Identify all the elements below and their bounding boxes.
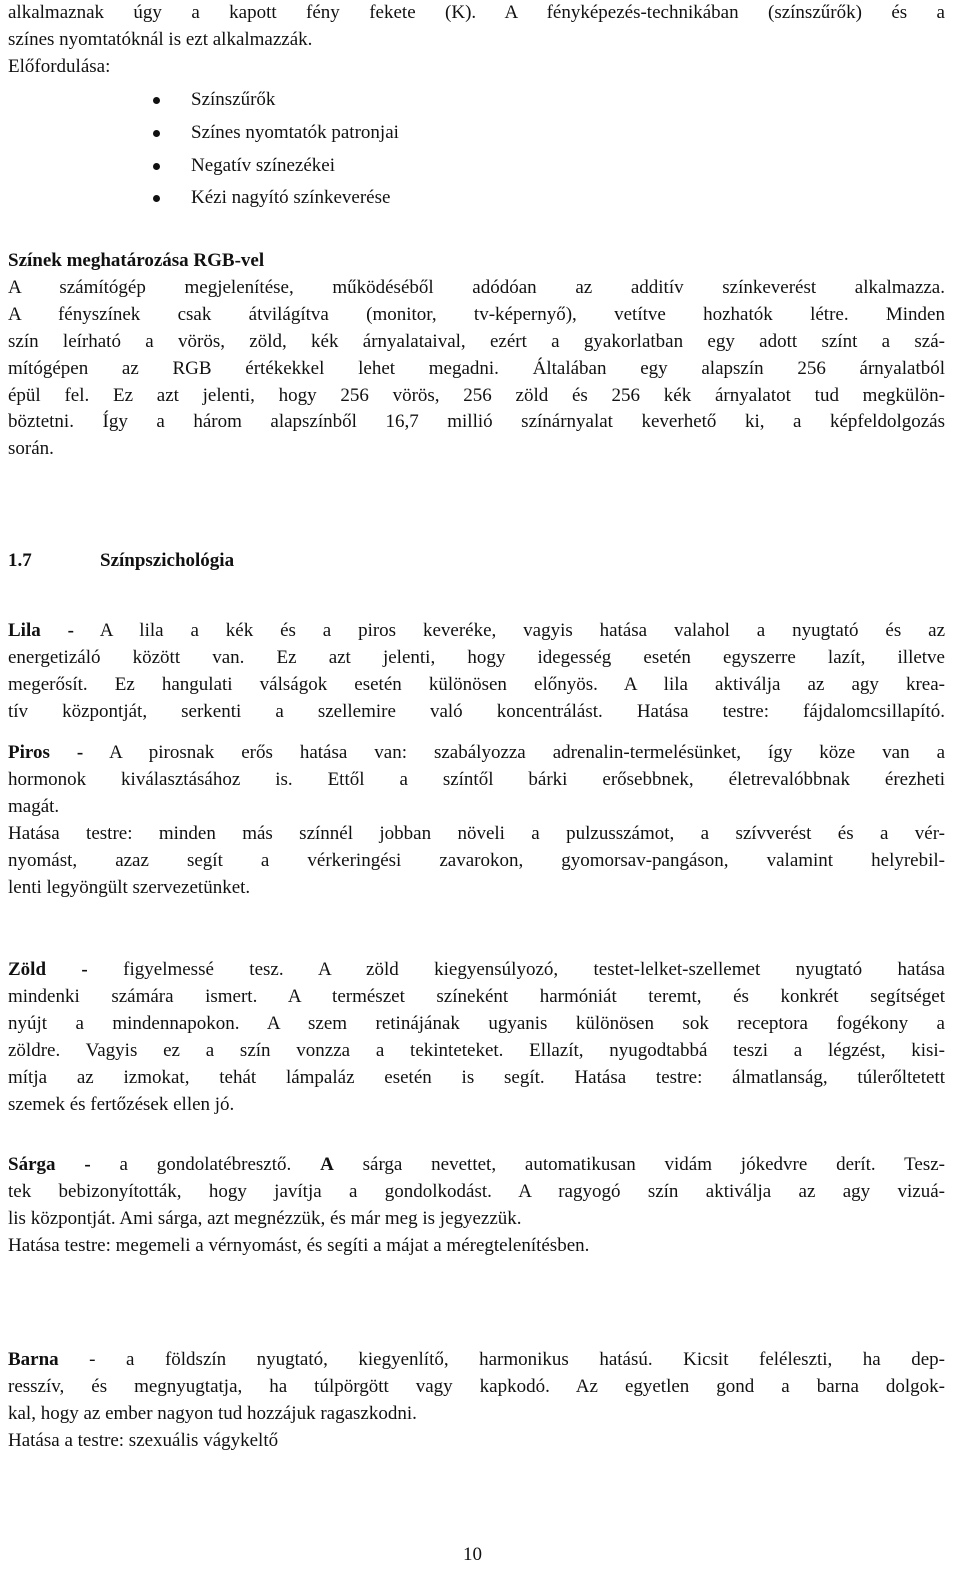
list-item: Színszűrők [8,84,608,117]
text-line: hormonok kiválasztásához is. Ettől a színtől bárki erősebbnek, életrevalóbbnak érezheti [8,768,945,790]
text-line: Lila - A lila a kék és a piros keveréke, vagyis hatása valahol a nyugtató és az [8,620,945,641]
paragraph-barna [8,1347,945,1455]
text-line: mítógépen az RGB értékekkel lehet megadni. Általában egy alapszín 256 árnyalatból [8,357,945,379]
rgb-heading: Színek meghatározása RGB-vel [8,250,265,271]
section-heading [8,550,234,572]
text-line: épül fel. Ez azt jelenti, hogy 256 vörös, 256 zöld és 256 kék árnyalatot tud megkülön- [8,384,945,406]
text-line: nyújt a mindennapokon. A szem retinájának ugyanis különösen sok receptora fogékony a [8,1012,945,1034]
text-line: nyomást, azaz segít a vérkeringési zavarokon, gyomorsav-pangáson, valamint helyrebil- [8,849,945,871]
bullet-icon [153,97,160,104]
text-line: energetizáló között van. Ez azt jelenti, hogy idegesség esetén egyszerre lazít, illetve [8,646,945,668]
text-line: Hatása testre: megemeli a vérnyomást, és segíti a májat a méregtelenítésben. [8,1234,590,1256]
text-line: lenti legyöngült szervezetünket. [8,876,251,898]
paragraph-zold [8,957,945,1118]
text-line: resszív, és megnyugtatja, ha túlpörgött vagy kapkodó. Az egyetlen gond a barna dolgok- [8,1375,945,1397]
text-line: mítja az izmokat, tehát lámpaláz esetén is segít. Hatása testre: álmatlanság, túlerőltetett [8,1066,945,1088]
section-number: 1.7 [8,550,32,571]
text-line: Hatása a testre: szexuális vágykeltő [8,1429,279,1451]
list-item: Negatív színezékei [8,150,608,183]
text-line: Hatása testre: minden más színnél jobban növeli a pulzusszámot, a szívverést és a vér- [8,822,945,844]
intro-paragraph [8,0,945,81]
text-line: Piros - A pirosnak erős hatása van: szabályozza adrenalin-termelésünket, így köze van a [8,742,945,763]
section-title: Színpszichológia [100,550,235,571]
text-line: során. [8,438,54,460]
occurrence-label: Előfordulása: [8,55,111,77]
paragraph-sarga [8,1152,945,1260]
text-line: A számítógép megjelenítése, működéséből adódóan az additív színkeverést alkalmazza. [8,276,945,298]
text-line: alkalmaznak úgy a kapott fény fekete (K). A fényképezés-technikában (színszűrők) és a [8,2,945,23]
paragraph-lila [8,618,945,726]
text-line: böztetni. Így a három alapszínből 16,7 millió színárnyalat keverhető ki, a képfeldolgozás [8,411,945,433]
text-line: Sárga - a gondolatébresztő. A sárga nevettet, automatikusan vidám jókedvre derít. Tesz- [8,1154,946,1175]
bullet-icon [153,130,160,137]
text-line: szemek és fertőzések ellen jó. [8,1093,235,1115]
text-line: kal, hogy az ember nagyon tud hozzájuk ragaszkodni. [8,1402,417,1424]
term-barna: Barna [8,1349,59,1370]
text-line: megerősít. Ez hangulati válságok esetén különösen előnyös. A lila aktiválja az agy krea- [8,673,945,695]
page-number: 10 [463,1544,482,1565]
text-line: magát. [8,795,60,817]
term-zold: Zöld - [8,959,88,980]
text-line: szín leírható a vörös, zöld, kék árnyalataival, ezért a gyakorlatban egy adott színt a szá- [8,330,945,352]
text-line: tek bebizonyították, hogy javítja a gondolkodást. A ragyogó szín aktiválja az agy vizuá- [8,1180,945,1202]
text-line: A fényszínek csak átvilágítva (monitor, tv-képernyő), vetítve hozhatók létre. Minden [8,303,945,325]
term-sarga: Sárga - [8,1154,91,1175]
paragraph-piros [8,740,945,901]
occurrence-list [8,84,608,215]
rgb-section [8,248,945,463]
bullet-icon [153,163,160,170]
term-lila: Lila - [8,620,74,641]
text-line: Zöld - figyelmessé tesz. A zöld kiegyensúlyozó, testet-lelket-szellemet nyugtató hatása [8,959,945,980]
text-line: színes nyomtatóknál is ezt alkalmazzák. [8,28,313,50]
bullet-icon [153,195,160,202]
term-piros: Piros - [8,742,84,763]
list-item: Színes nyomtatók patronjai [8,117,608,150]
text-line: lis központját. Ami sárga, azt megnézzük, és már meg is jegyezzük. [8,1207,522,1229]
text-line: zöldre. Vagyis ez a szín vonzza a tekinteteket. Ellazít, nyugodtabbá teszi a légzést, kisi- [8,1039,945,1061]
text-line: tív központját, serkenti a szellemire való koncentrálást. Hatása testre: fájdalomcsillapító. [8,700,945,722]
text-line: Barna - a földszín nyugtató, kiegyenlítő, harmonikus hatású. Kicsit feléleszti, ha dep- [8,1349,945,1370]
list-item: Kézi nagyító színkeverése [8,182,608,215]
text-line: mindenki számára ismert. A természet színeként harmóniát teremt, és konkrét segítséget [8,985,945,1007]
